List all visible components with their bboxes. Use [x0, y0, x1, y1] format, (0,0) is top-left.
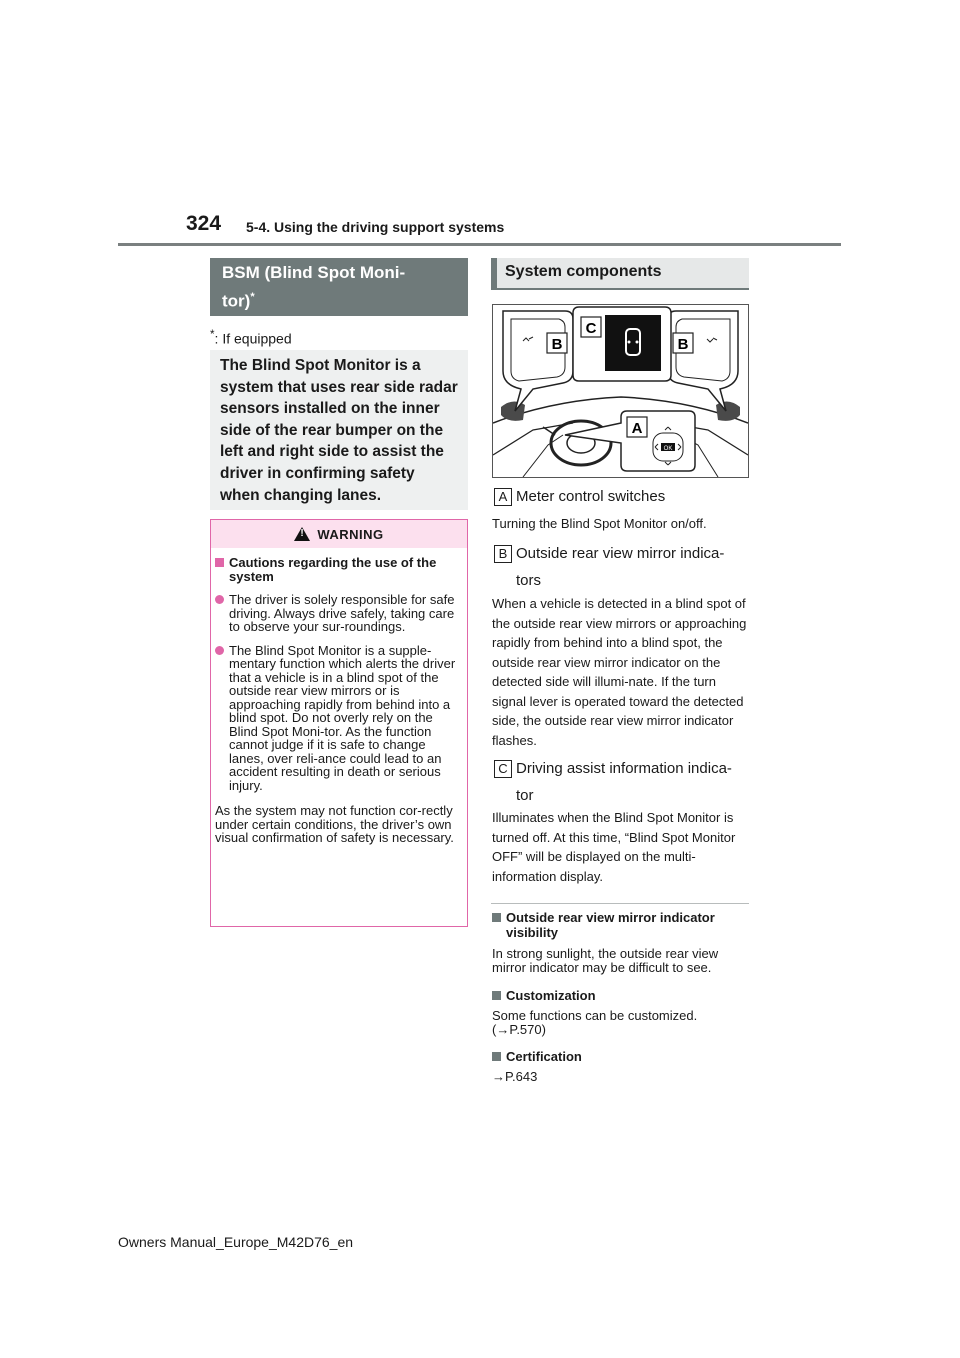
- ok-button-label: OK: [663, 446, 673, 452]
- square-bullet-icon: [492, 913, 501, 922]
- warning-heading-text: Cautions regarding the use of the system: [229, 555, 437, 584]
- bsm-title-line1: BSM (Blind Spot Moni-: [222, 263, 406, 282]
- intro-box: The Blind Spot Monitor is a system that uses rear side radar sensors installed on the inner side of the rear bumper on the left and right side to assist the driver in confirming safety when changing lanes.: [210, 350, 468, 510]
- square-bullet-icon: [492, 991, 501, 1000]
- component-a-name: Meter control switches: [516, 488, 666, 505]
- warning-header: [211, 520, 467, 548]
- warning-bullet-text: The driver is solely responsible for safe driving. Always drive safely, taking care to observe your sur-roundings.: [229, 592, 455, 634]
- component-c: [494, 760, 748, 809]
- square-bullet-icon: [215, 558, 224, 567]
- warning-heading: [215, 556, 463, 583]
- component-a: [494, 488, 748, 510]
- circle-bullet-icon: [215, 595, 224, 604]
- footnote: [210, 328, 292, 347]
- component-c-letter: C: [494, 760, 512, 778]
- section-title: 5-4. Using the driving support systems: [246, 219, 505, 235]
- system-components-rule: [491, 288, 749, 290]
- component-c-name: Driving assist information indica-tor: [516, 760, 732, 804]
- footnote-text: : If equipped: [214, 330, 292, 347]
- note-text: Some functions can be customized. (→P.570): [492, 1008, 698, 1037]
- system-components-illustration: [492, 304, 749, 478]
- bsm-title-line2: tor): [222, 291, 251, 311]
- warning-box: [210, 519, 468, 927]
- component-a-letter: A: [494, 488, 512, 506]
- note-heading: [492, 910, 748, 940]
- component-b-letter: B: [494, 545, 512, 563]
- circle-bullet-icon: [215, 646, 224, 655]
- note-heading: [492, 988, 748, 1003]
- note-heading-text: Outside rear view mirror indicator visibility: [506, 910, 715, 940]
- note-heading-text: Certification: [506, 1049, 582, 1064]
- cockpit-illustration: [493, 305, 748, 477]
- footer-doc-id: Owners Manual_Europe_M42D76_en: [118, 1234, 354, 1250]
- component-a-desc: Turning the Blind Spot Monitor on/off.: [492, 516, 707, 531]
- warning-label: WARNING: [317, 526, 384, 542]
- callout-c: C: [585, 320, 597, 337]
- footnote-asterisk: *: [210, 328, 215, 341]
- bsm-title-bar: [210, 258, 468, 316]
- note-heading: [492, 1049, 748, 1064]
- notes-divider: [491, 903, 749, 904]
- note-text: In strong sunlight, the outside rear view mirror indicator may be difficult to see.: [492, 946, 719, 975]
- warning-bullet: [215, 644, 463, 793]
- bsm-title-asterisk: *: [250, 291, 255, 303]
- page-number: 324: [186, 212, 222, 235]
- warning-note: As the system may not function cor-rectly under certain conditions, the driver’s own visual confirmation of safety is necessary.: [215, 803, 454, 845]
- component-b: [494, 545, 748, 594]
- note-heading-text: Customization: [506, 988, 596, 1003]
- square-bullet-icon: [492, 1052, 501, 1061]
- component-b-desc: When a vehicle is detected in a blind spot of the outside rear view mirrors or approaching rapidly from behind into a blind spot, the outside rear view mirror indicator on the detected side will illumi-nate. If the turn signal lever is operated toward the detected side, the outside rear view mirror indicator flashes.: [492, 596, 747, 748]
- component-b-name: Outside rear view mirror indica-tors: [516, 545, 725, 589]
- warning-bullet: [215, 593, 463, 634]
- note-text: →P.643: [492, 1069, 538, 1084]
- component-c-desc: Illuminates when the Blind Spot Monitor is turned off. At this time, “Blind Spot Monitor OFF” will be displayed on the multi-information display.: [492, 810, 736, 884]
- header-rule: [118, 243, 841, 246]
- callout-a: A: [631, 420, 643, 437]
- warning-body: [211, 548, 467, 845]
- warning-bullet-text: The Blind Spot Monitor is a supple-mentary function which alerts the driver that a vehicle is in a blind spot of the outside rear view mirrors or is approaching rapidly from behind into a blind spot. Do not overly rely on the Blind Spot Moni-tor. As the function cannot judge if it is safe to change lanes, over reli-ance could lead to an accident resulting in death or serious injury.: [229, 642, 456, 793]
- warning-icon: [294, 527, 310, 541]
- system-components-title: System components: [491, 258, 749, 288]
- callout-b-right: B: [677, 336, 689, 353]
- callout-b-left: B: [551, 336, 563, 353]
